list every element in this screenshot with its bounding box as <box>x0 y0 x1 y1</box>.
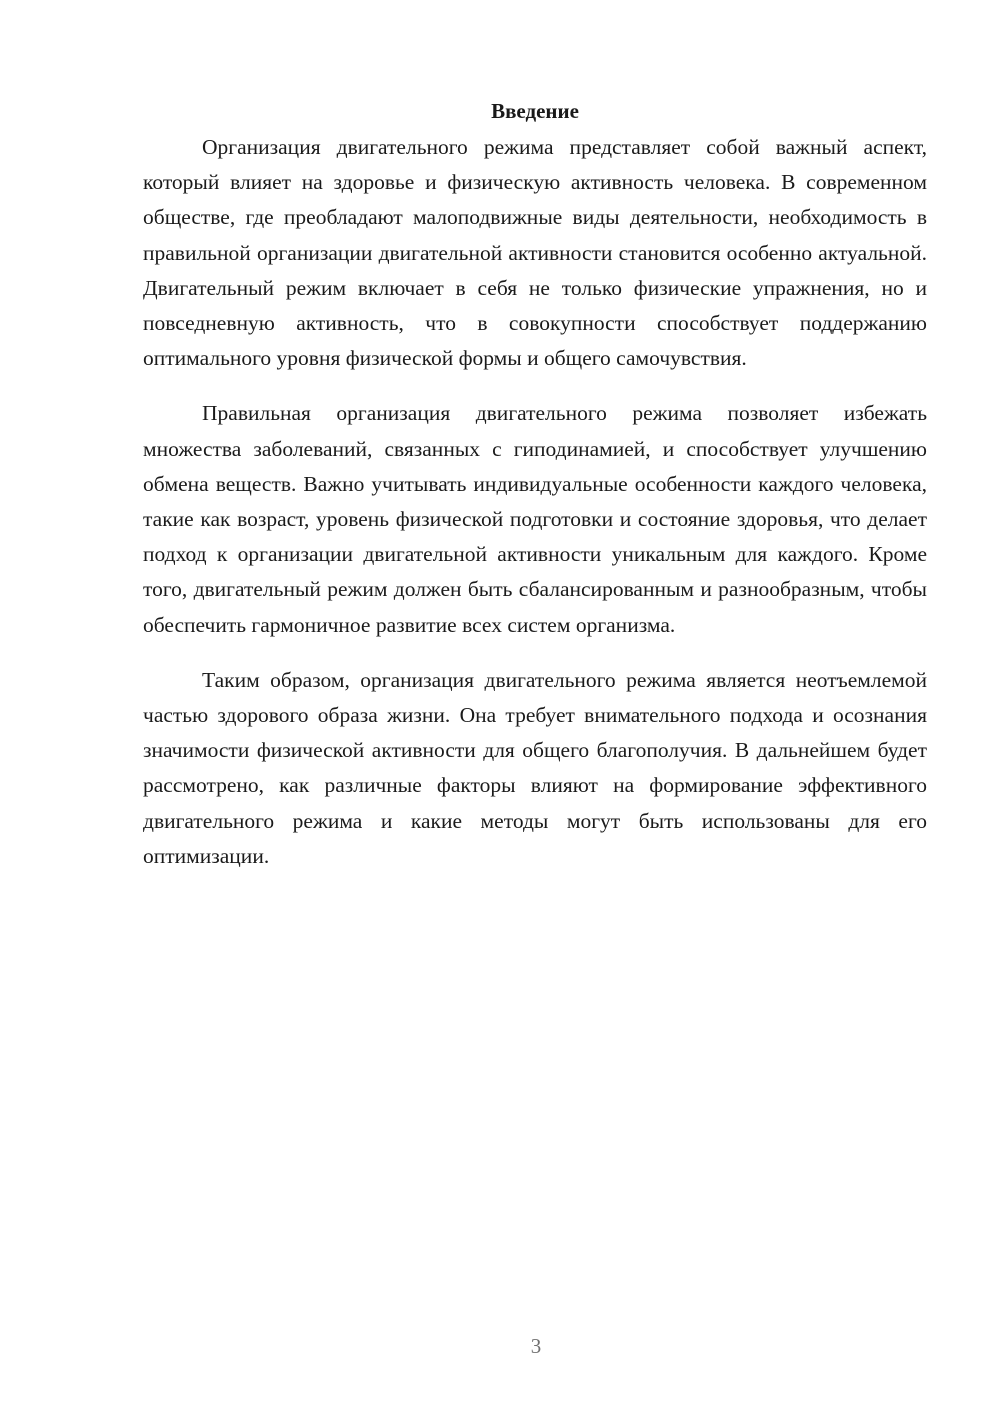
paragraph-2: Правильная организация двигательного режима позволяет избежать множества заболеваний, связанных с гиподинамией, и способствует улучшению обмена веществ. Важно учитывать индивидуальные особенности каждого человека, такие как возраст, уровень физической подготовки и состояние здоровья, что делает подход к организации двигательной активности уникальным для каждого. Кроме того, двигательный режим должен быть сбалансированным и разнообразным, чтобы обеспечить гармоничное развитие всех систем организма. <box>143 401 927 637</box>
page-number: 3 <box>530 1334 542 1358</box>
paragraph-1: Организация двигательного режима представляет собой важный аспект, который влияет на здоровье и физическую активность человека. В современном обществе, где преобладают малоподвижные виды деятельности, необходимость в правильной организации двигательной активности становится особенно актуальной. Двигательный режим включает в себя не только физические упражнения, но и повседневную активность, что в совокупности способствует поддержанию оптимального уровня физической формы и общего самочувствия. <box>143 135 927 371</box>
section-title: Введение <box>491 99 579 123</box>
paragraph-3: Таким образом, организация двигательного режима является неотъемлемой частью здорового образа жизни. Она требует внимательного подхода и осознания значимости физической активности для общего благополучия. В дальнейшем будет рассмотрено, как различные факторы влияют на формирование эффективного двигательного режима и какие методы могут быть использованы для его оптимизации. <box>143 667 927 868</box>
page-content <box>143 96 927 894</box>
